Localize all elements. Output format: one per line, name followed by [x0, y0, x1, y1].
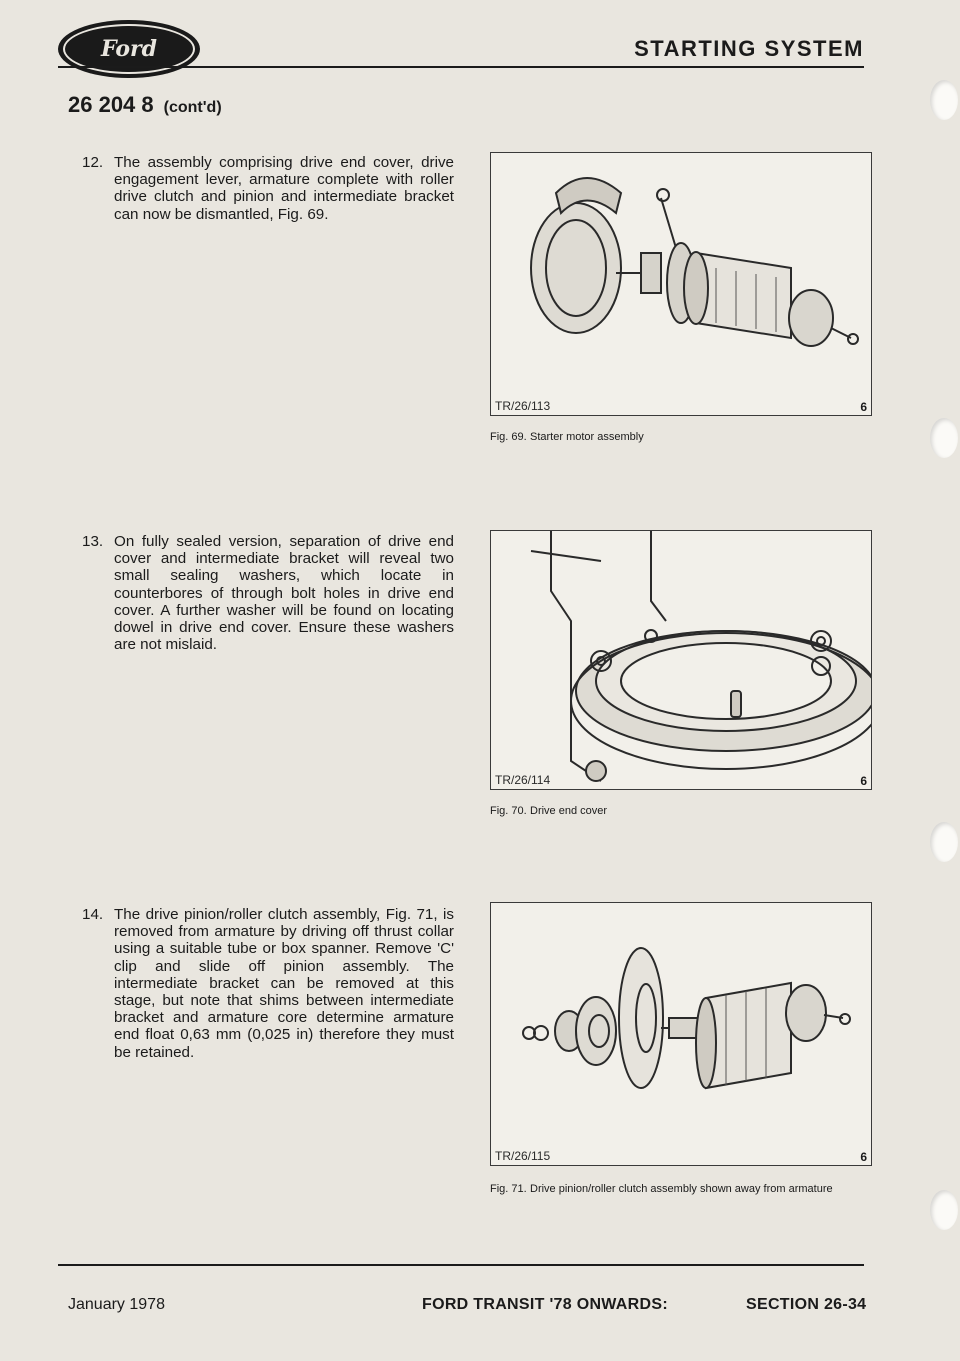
footer-date: January 1978 [68, 1296, 165, 1313]
section-title: STARTING SYSTEM [634, 36, 864, 61]
figure-reference: TR/26/113 [495, 399, 551, 413]
figure-mark: 6 [860, 400, 867, 414]
header-rule [58, 66, 864, 68]
step-number: 14. [82, 906, 104, 923]
figure-reference: TR/26/114 [495, 773, 551, 787]
ford-logo [58, 20, 200, 78]
footer-publication: FORD TRANSIT '78 ONWARDS: [422, 1296, 668, 1313]
caption-figure-69 [490, 431, 870, 444]
figure-mark: 6 [860, 774, 867, 788]
figure-71 [490, 902, 872, 1166]
punch-hole [930, 822, 958, 862]
figure-69 [490, 152, 872, 416]
caption-text: Drive pinion/roller clutch assembly shown away from armature [530, 1183, 833, 1195]
caption-figure-70 [490, 805, 870, 818]
step-12 [82, 154, 454, 223]
step-14 [82, 906, 454, 1061]
step-number: 13. [82, 533, 104, 550]
caption-figure-71 [490, 1183, 870, 1196]
punch-hole [930, 418, 958, 458]
starter-motor-illustration [491, 153, 871, 415]
footer-section: SECTION 26-34 [746, 1296, 867, 1313]
continued-label: (cont'd) [163, 99, 222, 116]
punch-hole [930, 80, 958, 120]
caption-text: Drive end cover [530, 805, 608, 817]
caption-number: Fig. 70. [490, 805, 527, 817]
caption-text: Starter motor assembly [530, 431, 644, 443]
figure-reference: TR/26/115 [495, 1149, 551, 1163]
step-text: On fully sealed version, separation of drive end cover and intermediate bracket will reveal two small sealing washers, which locate in counterbores of through bolt holes in drive end cover. A further washer will be found on locating dowel in drive end cover. Ensure these washers are not mislaid. [114, 533, 454, 654]
figure-70 [490, 530, 872, 790]
step-number: 12. [82, 154, 104, 171]
step-13 [82, 533, 454, 653]
figure-mark: 6 [860, 1150, 867, 1164]
ford-logo-text: Ford [63, 24, 195, 74]
pinion-clutch-illustration [491, 903, 871, 1165]
operation-code [68, 92, 222, 118]
footer-rule [58, 1264, 864, 1266]
step-text: The drive pinion/roller clutch assembly, Fig. 71, is removed from armature by driving off thrust collar using a suitable tube or box spanner. Remove 'C' clip and slide off pinion assembly. The intermediate bracket can be removed at this stage, but note that shims between intermediate bracket and armature core determine armature end float 0,63 mm (0,025 in) therefore they must be retained. [114, 906, 454, 1061]
operation-number: 26 204 8 [68, 92, 154, 117]
step-text: The assembly comprising drive end cover, drive engagement lever, armature complete with roller drive clutch and pinion and intermediate bracket can now be dismantled, Fig. 69. [114, 154, 454, 223]
punch-hole [930, 1190, 958, 1230]
drive-end-cover-illustration [491, 531, 871, 789]
caption-number: Fig. 71. [490, 1183, 527, 1195]
caption-number: Fig. 69. [490, 431, 527, 443]
